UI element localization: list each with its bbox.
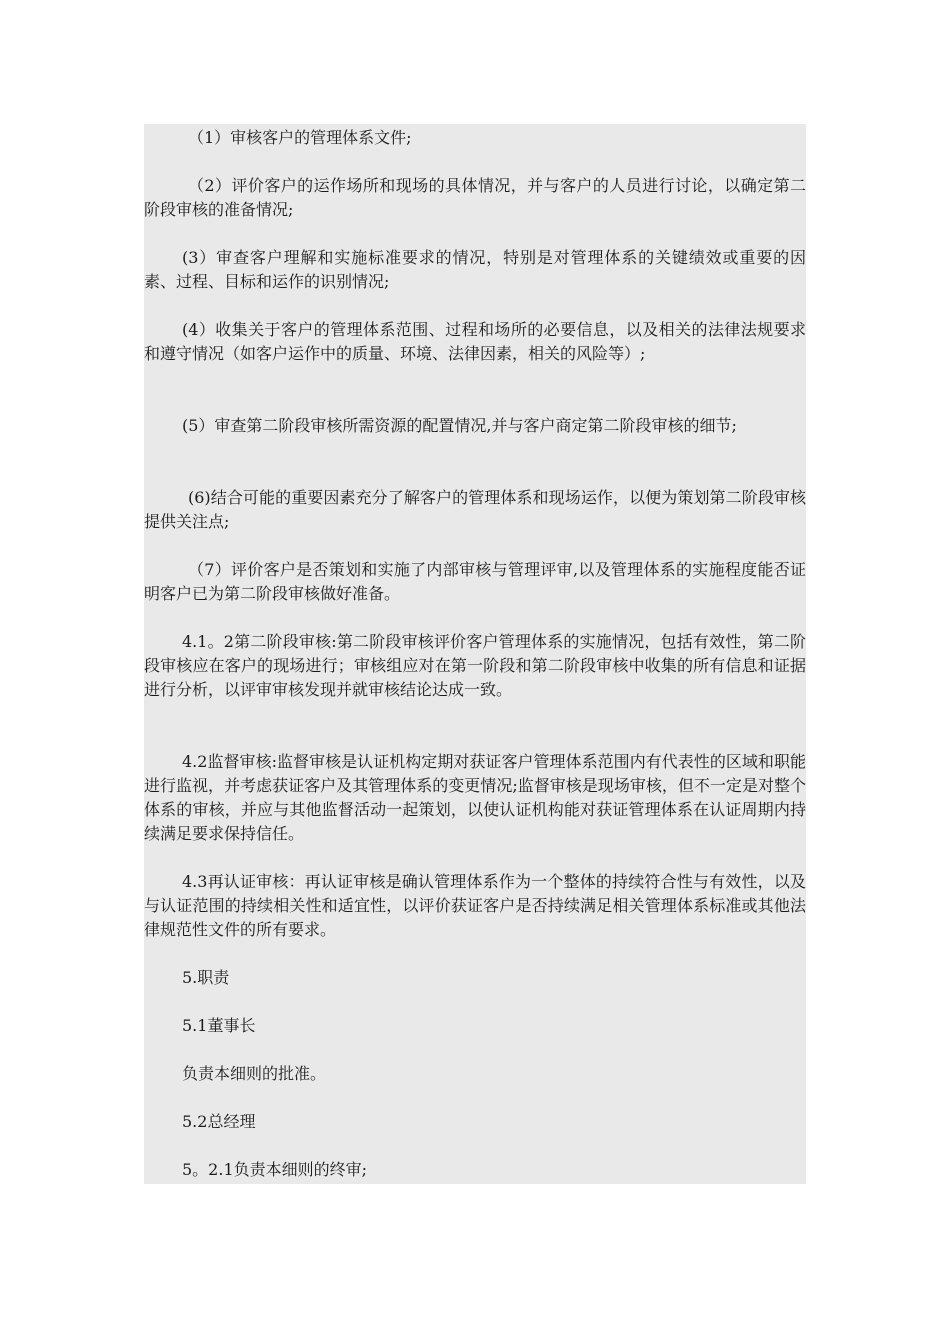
paragraph-5-2-1: 5。2.1负责本细则的终审; (182, 1160, 368, 1179)
section-heading-5-2: 5.2总经理 (182, 1112, 256, 1131)
paragraph-6: (6)结合可能的重要因素充分了解客户的管理体系和现场运作，以便为策划第二阶段审核提供关注点; (144, 488, 806, 531)
paragraph-5: (5）审查第二阶段审核所需资源的配置情况,并与客户商定第二阶段审核的细节; (182, 416, 737, 435)
paragraph-5-1-text: 负责本细则的批准。 (182, 1064, 327, 1083)
section-heading-5: 5.职责 (182, 968, 230, 987)
paragraph-1: （1）审核客户的管理体系文件; (188, 128, 412, 147)
paragraph-3: (3）审查客户理解和实施标准要求的情况，特别是对管理体系的关键绩效或重要的因素、过程、目标和运作的识别情况; (144, 248, 806, 291)
paragraph-7: （7）评价客户是否策划和实施了内部审核与管理评审,以及管理体系的实施程度能否证明客户已为第二阶段审核做好准备。 (144, 560, 806, 603)
paragraph-4-2: 4.2监督审核:监督审核是认证机构定期对获证客户管理体系范围内有代表性的区域和职能进行监视，并考虑获证客户及其管理体系的变更情况;监督审核是现场审核，但不一定是对整个体系的审核，并应与其他监督活动一起策划，以使认证机构能对获证管理体系在认证周期内持续满足要求保持信任。 (144, 752, 806, 843)
paragraph-2: （2）评价客户的运作场所和现场的具体情况，并与客户的人员进行讨论，以确定第二阶段审核的准备情况; (144, 176, 806, 219)
paragraph-4-3: 4.3再认证审核：再认证审核是确认管理体系作为一个整体的持续符合性与有效性，以及与认证范围的持续相关性和适宜性，以评价获证客户是否持续满足相关管理体系标准或其他法律规范性文件的所有要求。 (144, 872, 806, 939)
section-heading-5-1: 5.1董事长 (182, 1016, 256, 1035)
document-body (144, 124, 806, 1184)
paragraph-4: (4）收集关于客户的管理体系范围、过程和场所的必要信息，以及相关的法律法规要求和遵守情况（如客户运作中的质量、环境、法律因素，相关的风险等）; (144, 320, 806, 363)
paragraph-4-1-2: 4.1。2第二阶段审核:第二阶段审核评价客户管理体系的实施情况，包括有效性，第二阶段审核应在客户的现场进行；审核组应对在第一阶段和第二阶段审核中收集的所有信息和证据进行分析，以评审审核发现并就审核结论达成一致。 (144, 632, 806, 699)
